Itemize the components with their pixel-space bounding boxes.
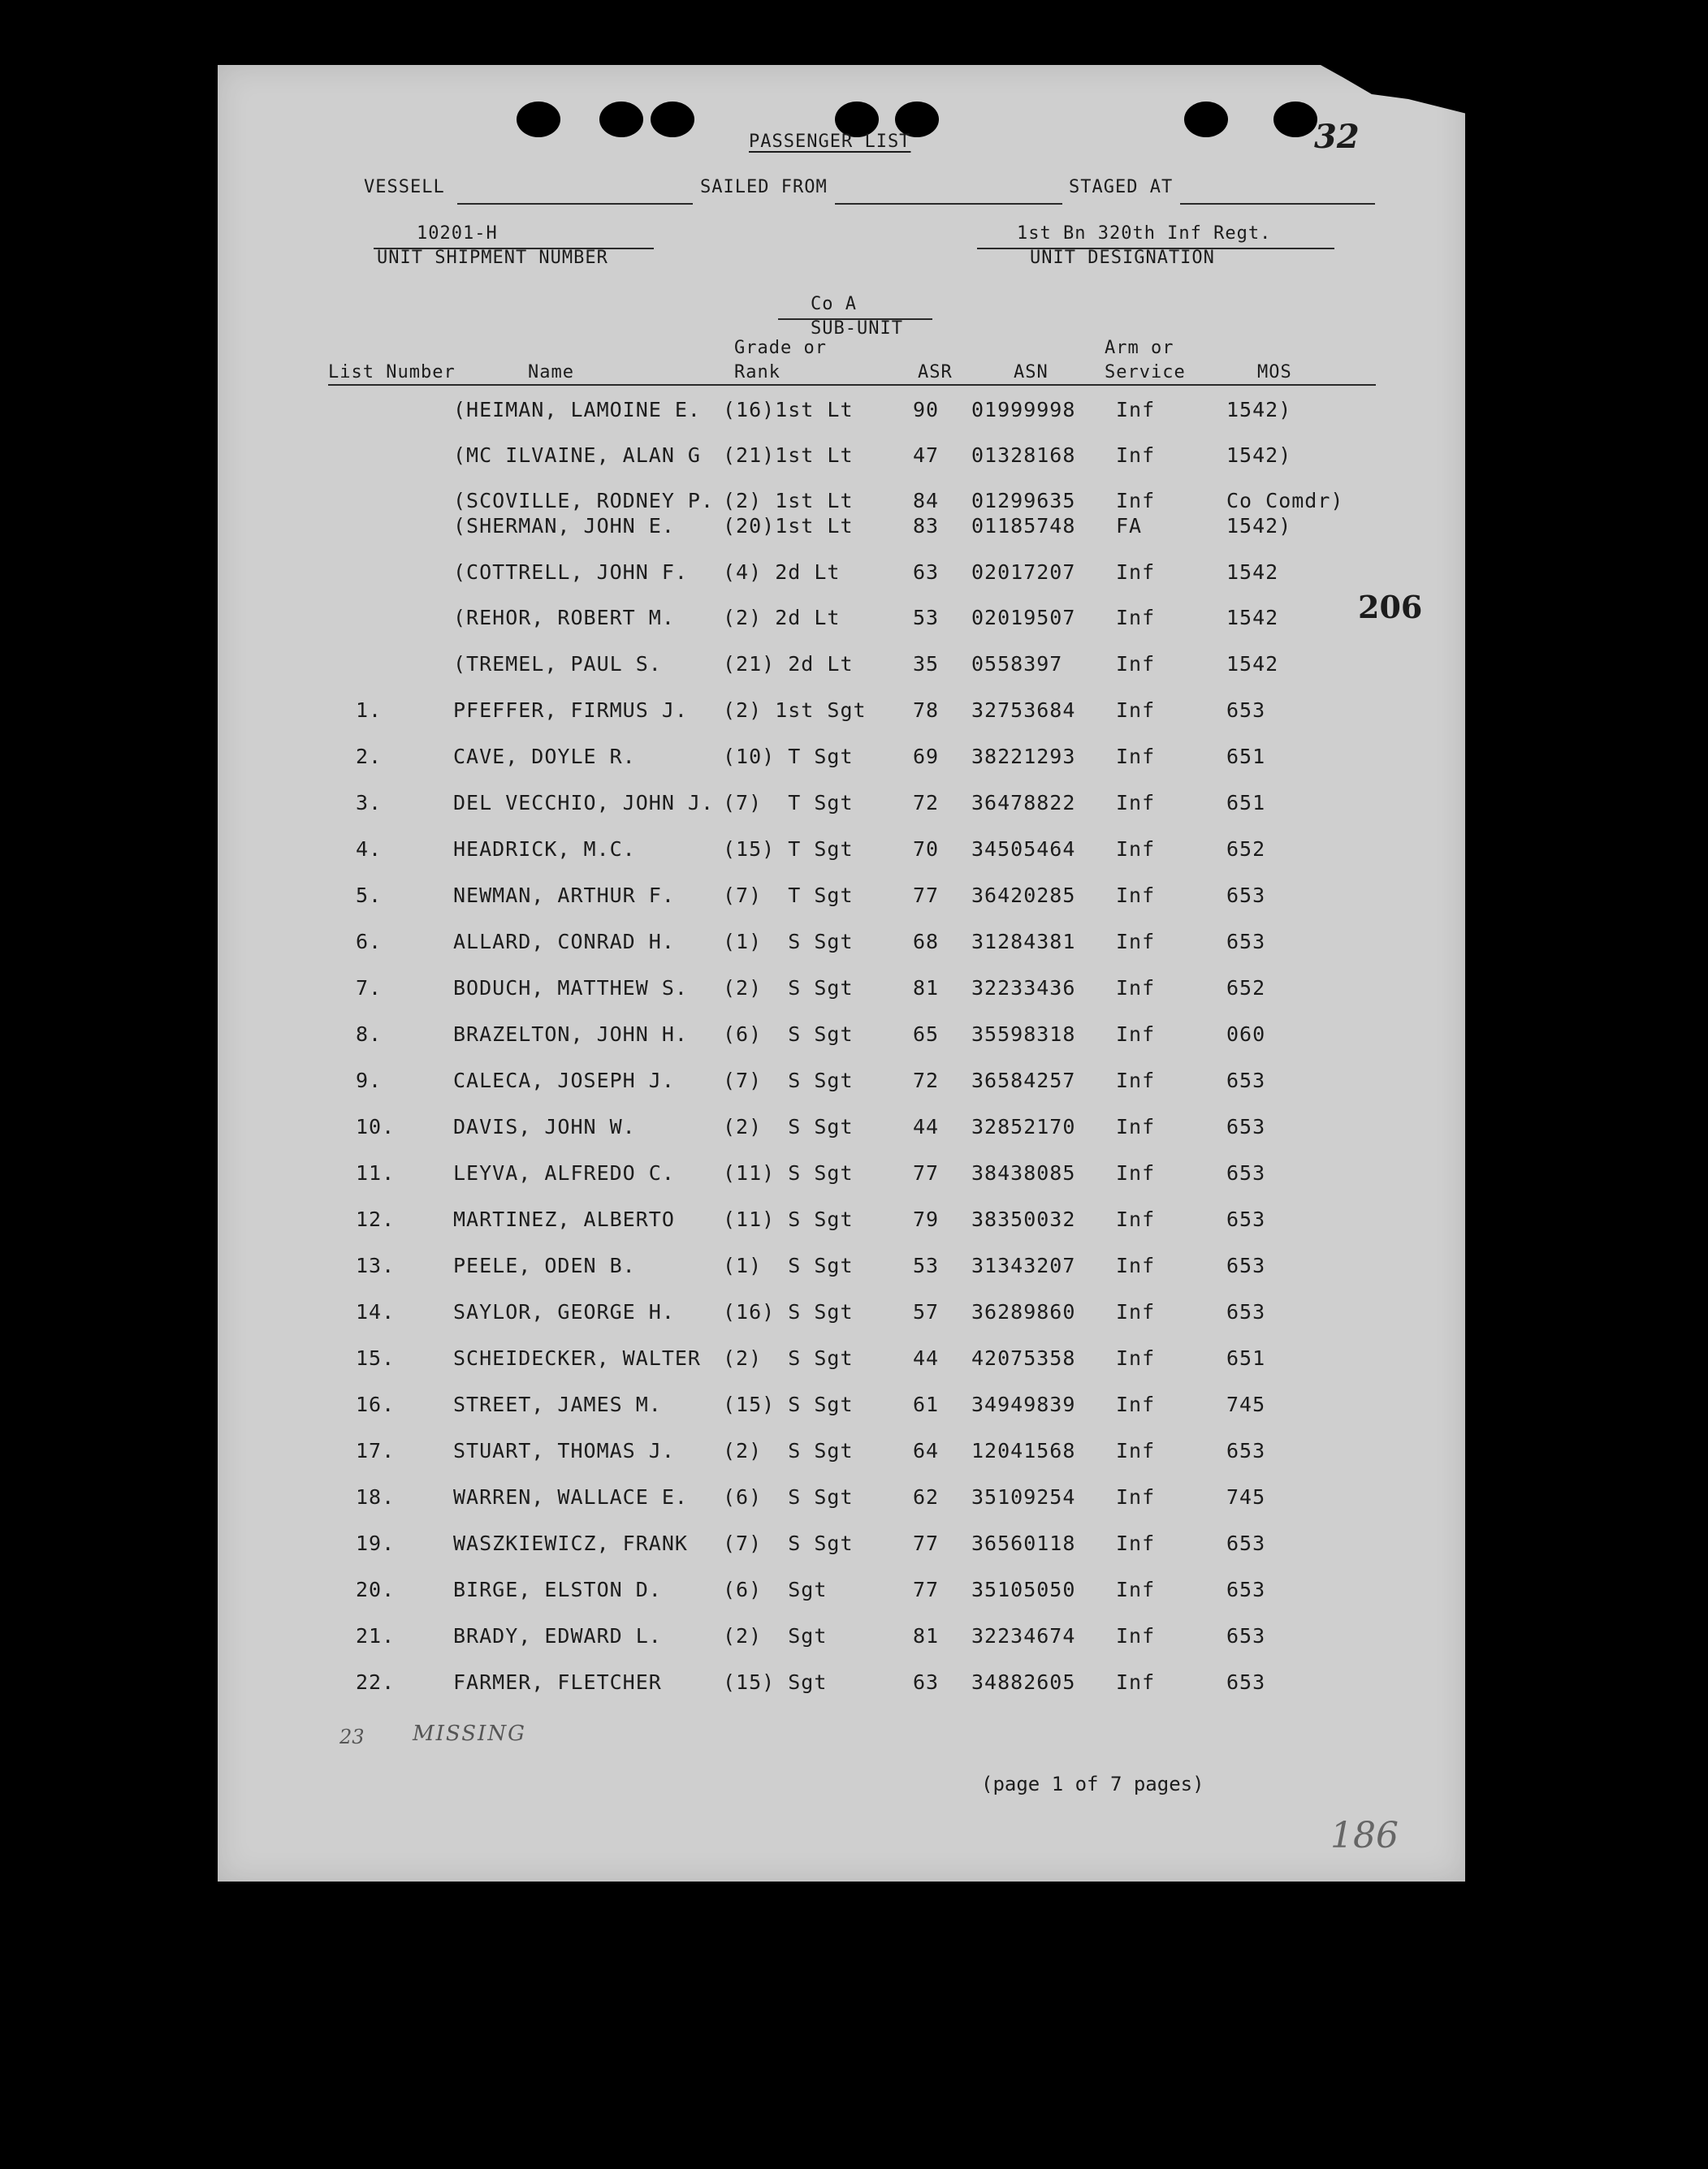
grade-header-line2: Rank <box>734 362 780 382</box>
list-number-cell: 2. <box>356 745 383 768</box>
asr-cell: 77 <box>913 1578 940 1601</box>
asn-header: ASN <box>1014 362 1049 382</box>
table-row <box>218 1254 1465 1286</box>
grade-header-line1: Grade or <box>734 338 827 358</box>
rank-cell: (7) S Sgt <box>723 1069 854 1092</box>
arm-header-line1: Arm or <box>1105 338 1174 358</box>
list-number-cell: 3. <box>356 791 383 814</box>
torn-corner <box>1321 65 1467 114</box>
asr-cell: 65 <box>913 1022 940 1046</box>
asr-cell: 64 <box>913 1439 940 1463</box>
mos-cell: 653 <box>1226 1532 1266 1555</box>
arm-of-service-cell: Inf <box>1116 884 1156 907</box>
name-cell: PFEFFER, FIRMUS J. <box>453 698 688 722</box>
asr-cell: 47 <box>913 443 940 467</box>
asn-cell: 32234674 <box>971 1624 1076 1648</box>
asr-header: ASR <box>918 362 953 382</box>
rank-cell: (16)1st Lt <box>723 398 854 421</box>
mos-cell: 653 <box>1226 1578 1266 1601</box>
list-number-cell: 10. <box>356 1115 396 1139</box>
asr-cell: 70 <box>913 837 940 861</box>
mos-header: MOS <box>1257 362 1292 382</box>
rank-cell: (6) Sgt <box>723 1578 828 1601</box>
list-number-cell: 15. <box>356 1346 396 1370</box>
name-cell: (REHOR, ROBERT M. <box>453 606 675 629</box>
asr-cell: 68 <box>913 930 940 953</box>
rank-cell: (2) S Sgt <box>723 976 854 1000</box>
mos-cell: 1542 <box>1226 606 1279 629</box>
asn-cell: 38438085 <box>971 1161 1076 1185</box>
missing-note: MISSING <box>413 1722 526 1746</box>
mos-cell: 653 <box>1226 1300 1266 1324</box>
arm-of-service-cell: Inf <box>1116 791 1156 814</box>
asn-cell: 38350032 <box>971 1208 1076 1231</box>
asr-cell: 83 <box>913 514 940 538</box>
mos-cell: 1542) <box>1226 398 1292 421</box>
table-row <box>218 1439 1465 1471</box>
asn-cell: 35105050 <box>971 1578 1076 1601</box>
list-number-cell: 8. <box>356 1022 383 1046</box>
asr-cell: 77 <box>913 1532 940 1555</box>
arm-of-service-cell: Inf <box>1116 1022 1156 1046</box>
list-number-header: List Number <box>328 362 456 382</box>
name-cell: WARREN, WALLACE E. <box>453 1485 688 1509</box>
table-row <box>218 1208 1465 1240</box>
list-number-cell: 20. <box>356 1578 396 1601</box>
asr-cell: 61 <box>913 1393 940 1416</box>
sub-unit: Co A <box>811 294 857 314</box>
asn-cell: 01299635 <box>971 489 1076 512</box>
asn-cell: 31343207 <box>971 1254 1076 1277</box>
rank-cell: (2) S Sgt <box>723 1115 854 1139</box>
arm-of-service-cell: Inf <box>1116 1300 1156 1324</box>
arm-of-service-cell: Inf <box>1116 837 1156 861</box>
asr-cell: 44 <box>913 1346 940 1370</box>
rank-cell: (15) Sgt <box>723 1670 828 1694</box>
header-rule <box>328 384 1376 386</box>
rank-cell: (11) S Sgt <box>723 1161 854 1185</box>
name-cell: HEADRICK, M.C. <box>453 837 636 861</box>
mos-cell: 651 <box>1226 1346 1266 1370</box>
mos-cell: 653 <box>1226 1069 1266 1092</box>
name-cell: BIRGE, ELSTON D. <box>453 1578 662 1601</box>
rank-cell: (6) S Sgt <box>723 1022 854 1046</box>
mos-cell: 1542 <box>1226 560 1279 584</box>
table-row <box>218 514 1465 547</box>
arm-header-line2: Service <box>1105 362 1186 382</box>
table-row <box>218 791 1465 823</box>
rank-cell: (7) S Sgt <box>723 1532 854 1555</box>
arm-of-service-cell: Inf <box>1116 1532 1156 1555</box>
staged-at-label: STAGED AT <box>1069 177 1174 197</box>
table-row <box>218 976 1465 1009</box>
rank-cell: (4) 2d Lt <box>723 560 841 584</box>
asn-cell: 02017207 <box>971 560 1076 584</box>
asr-cell: 57 <box>913 1300 940 1324</box>
mos-cell: 745 <box>1226 1485 1266 1509</box>
asn-cell: 34882605 <box>971 1670 1076 1694</box>
asr-cell: 81 <box>913 976 940 1000</box>
arm-of-service-cell: Inf <box>1116 1578 1156 1601</box>
table-row <box>218 1115 1465 1147</box>
table-row <box>218 606 1465 638</box>
name-cell: STUART, THOMAS J. <box>453 1439 675 1463</box>
table-row <box>218 1670 1465 1703</box>
table-row <box>218 837 1465 870</box>
name-cell: SCHEIDECKER, WALTER <box>453 1346 701 1370</box>
punch-hole <box>1273 102 1317 137</box>
list-number-cell: 22. <box>356 1670 396 1694</box>
name-cell: SAYLOR, GEORGE H. <box>453 1300 675 1324</box>
mos-cell: 653 <box>1226 1439 1266 1463</box>
name-cell: NEWMAN, ARTHUR F. <box>453 884 675 907</box>
rank-cell: (7) T Sgt <box>723 884 854 907</box>
asr-cell: 78 <box>913 698 940 722</box>
name-cell: MARTINEZ, ALBERTO <box>453 1208 675 1231</box>
mos-cell: 060 <box>1226 1022 1266 1046</box>
asn-cell: 01328168 <box>971 443 1076 467</box>
mos-cell: 653 <box>1226 884 1266 907</box>
staged-at-field <box>1180 203 1375 205</box>
rank-cell: (2) Sgt <box>723 1624 828 1648</box>
footer-page-count: (page 1 of 7 pages) <box>981 1773 1204 1795</box>
asr-cell: 63 <box>913 560 940 584</box>
arm-of-service-cell: Inf <box>1116 1346 1156 1370</box>
name-cell: PEELE, ODEN B. <box>453 1254 636 1277</box>
list-number-cell: 16. <box>356 1393 396 1416</box>
mos-cell: 745 <box>1226 1393 1266 1416</box>
mos-cell: 653 <box>1226 1624 1266 1648</box>
vessel-label: VESSELL <box>364 177 445 197</box>
asn-cell: 31284381 <box>971 930 1076 953</box>
table-row <box>218 1393 1465 1425</box>
rank-cell: (2) 1st Lt <box>723 489 854 512</box>
punch-hole <box>651 102 694 137</box>
mos-cell: 1542) <box>1226 443 1292 467</box>
mos-cell: 653 <box>1226 930 1266 953</box>
table-row <box>218 1346 1465 1379</box>
sailed-from-label: SAILED FROM <box>700 177 828 197</box>
mos-cell: 653 <box>1226 1254 1266 1277</box>
asr-cell: 84 <box>913 489 940 512</box>
table-row <box>218 652 1465 685</box>
arm-of-service-cell: Inf <box>1116 1485 1156 1509</box>
name-cell: FARMER, FLETCHER <box>453 1670 662 1694</box>
table-row <box>218 745 1465 777</box>
missing-number: 23 <box>339 1726 365 1748</box>
table-row <box>218 398 1465 430</box>
asn-cell: 32852170 <box>971 1115 1076 1139</box>
mos-cell: 1542) <box>1226 514 1292 538</box>
rank-cell: (10) T Sgt <box>723 745 854 768</box>
asn-cell: 32753684 <box>971 698 1076 722</box>
rank-cell: (1) S Sgt <box>723 1254 854 1277</box>
name-cell: BRAZELTON, JOHN H. <box>453 1022 688 1046</box>
asr-cell: 44 <box>913 1115 940 1139</box>
arm-of-service-cell: Inf <box>1116 1393 1156 1416</box>
asn-cell: 0558397 <box>971 652 1063 676</box>
arm-of-service-cell: Inf <box>1116 652 1156 676</box>
list-number-cell: 12. <box>356 1208 396 1231</box>
asr-cell: 53 <box>913 1254 940 1277</box>
mos-cell: 653 <box>1226 1115 1266 1139</box>
asn-cell: 36478822 <box>971 791 1076 814</box>
table-row <box>218 698 1465 731</box>
arm-of-service-cell: Inf <box>1116 398 1156 421</box>
mos-cell: 651 <box>1226 791 1266 814</box>
name-cell: (SCOVILLE, RODNEY P. <box>453 489 715 512</box>
rank-cell: (6) S Sgt <box>723 1485 854 1509</box>
list-number-cell: 17. <box>356 1439 396 1463</box>
asr-cell: 77 <box>913 1161 940 1185</box>
asr-cell: 35 <box>913 652 940 676</box>
arm-of-service-cell: Inf <box>1116 560 1156 584</box>
rank-cell: (2) 2d Lt <box>723 606 841 629</box>
asn-cell: 12041568 <box>971 1439 1076 1463</box>
unit-shipment-number: 10201-H <box>417 223 498 244</box>
asr-cell: 72 <box>913 791 940 814</box>
arm-of-service-cell: Inf <box>1116 745 1156 768</box>
list-number-cell: 11. <box>356 1161 396 1185</box>
page-number: 32 <box>1314 118 1360 156</box>
unit-designation-label: UNIT DESIGNATION <box>1030 248 1215 268</box>
table-row <box>218 1022 1465 1055</box>
asn-cell: 35598318 <box>971 1022 1076 1046</box>
rank-cell: (20)1st Lt <box>723 514 854 538</box>
arm-of-service-cell: Inf <box>1116 698 1156 722</box>
list-number-cell: 4. <box>356 837 383 861</box>
table-row <box>218 930 1465 962</box>
table-row <box>218 1300 1465 1333</box>
asn-cell: 01999998 <box>971 398 1076 421</box>
asn-cell: 36289860 <box>971 1300 1076 1324</box>
name-cell: (HEIMAN, LAMOINE E. <box>453 398 701 421</box>
punch-hole <box>599 102 643 137</box>
name-cell: LEYVA, ALFREDO C. <box>453 1161 675 1185</box>
arm-of-service-cell: FA <box>1116 514 1143 538</box>
list-number-cell: 1. <box>356 698 383 722</box>
vessel-field <box>457 203 693 205</box>
asn-cell: 36420285 <box>971 884 1076 907</box>
name-cell: DAVIS, JOHN W. <box>453 1115 636 1139</box>
table-row <box>218 560 1465 593</box>
table-row <box>218 1624 1465 1657</box>
unit-shipment-label: UNIT SHIPMENT NUMBER <box>377 248 608 268</box>
asr-cell: 90 <box>913 398 940 421</box>
table-row <box>218 443 1465 476</box>
list-number-cell: 6. <box>356 930 383 953</box>
asr-cell: 53 <box>913 606 940 629</box>
punch-hole <box>517 102 560 137</box>
name-cell: DEL VECCHIO, JOHN J. <box>453 791 715 814</box>
arm-of-service-cell: Inf <box>1116 976 1156 1000</box>
table-row <box>218 1485 1465 1518</box>
sub-unit-label: SUB-UNIT <box>811 318 903 339</box>
arm-of-service-cell: Inf <box>1116 1161 1156 1185</box>
name-cell: ALLARD, CONRAD H. <box>453 930 675 953</box>
list-number-cell: 14. <box>356 1300 396 1324</box>
side-stamp: 206 <box>1358 589 1423 625</box>
rank-cell: (7) T Sgt <box>723 791 854 814</box>
name-cell: CAVE, DOYLE R. <box>453 745 636 768</box>
mos-cell: 651 <box>1226 745 1266 768</box>
name-cell: (TREMEL, PAUL S. <box>453 652 662 676</box>
mos-cell: 1542 <box>1226 652 1279 676</box>
name-cell: (COTTRELL, JOHN F. <box>453 560 688 584</box>
asr-cell: 69 <box>913 745 940 768</box>
arm-of-service-cell: Inf <box>1116 1069 1156 1092</box>
name-cell: CALECA, JOSEPH J. <box>453 1069 675 1092</box>
asr-cell: 63 <box>913 1670 940 1694</box>
asn-cell: 36560118 <box>971 1532 1076 1555</box>
rank-cell: (15) S Sgt <box>723 1393 854 1416</box>
arm-of-service-cell: Inf <box>1116 1208 1156 1231</box>
table-row <box>218 1578 1465 1610</box>
arm-of-service-cell: Inf <box>1116 1624 1156 1648</box>
asn-cell: 02019507 <box>971 606 1076 629</box>
asn-cell: 42075358 <box>971 1346 1076 1370</box>
sailed-from-field <box>835 203 1062 205</box>
rank-cell: (21)1st Lt <box>723 443 854 467</box>
asn-cell: 34949839 <box>971 1393 1076 1416</box>
table-row <box>218 1532 1465 1564</box>
rank-cell: (15) T Sgt <box>723 837 854 861</box>
rank-cell: (2) S Sgt <box>723 1346 854 1370</box>
list-number-cell: 19. <box>356 1532 396 1555</box>
document-title: PASSENGER LIST <box>749 132 911 152</box>
punch-hole <box>1184 102 1228 137</box>
handwritten-number: 186 <box>1330 1815 1399 1856</box>
list-number-cell: 9. <box>356 1069 383 1092</box>
asn-cell: 36584257 <box>971 1069 1076 1092</box>
asn-cell: 32233436 <box>971 976 1076 1000</box>
rank-cell: (21) 2d Lt <box>723 652 854 676</box>
list-number-cell: 13. <box>356 1254 396 1277</box>
table-row <box>218 1161 1465 1194</box>
name-cell: (MC ILVAINE, ALAN G <box>453 443 701 467</box>
rank-cell: (2) S Sgt <box>723 1439 854 1463</box>
mos-cell: 652 <box>1226 976 1266 1000</box>
mos-cell: 653 <box>1226 698 1266 722</box>
rank-cell: (2) 1st Sgt <box>723 698 867 722</box>
asr-cell: 62 <box>913 1485 940 1509</box>
mos-cell: 652 <box>1226 837 1266 861</box>
list-number-cell: 7. <box>356 976 383 1000</box>
mos-cell: 653 <box>1226 1670 1266 1694</box>
table-row <box>218 884 1465 916</box>
name-cell: WASZKIEWICZ, FRANK <box>453 1532 688 1555</box>
arm-of-service-cell: Inf <box>1116 489 1156 512</box>
arm-of-service-cell: Inf <box>1116 1670 1156 1694</box>
arm-of-service-cell: Inf <box>1116 443 1156 467</box>
asr-cell: 79 <box>913 1208 940 1231</box>
mos-cell: 653 <box>1226 1161 1266 1185</box>
name-header: Name <box>528 362 574 382</box>
name-cell: (SHERMAN, JOHN E. <box>453 514 675 538</box>
arm-of-service-cell: Inf <box>1116 606 1156 629</box>
rank-cell: (1) S Sgt <box>723 930 854 953</box>
asr-cell: 77 <box>913 884 940 907</box>
asr-cell: 72 <box>913 1069 940 1092</box>
mos-cell: Co Comdr) <box>1226 489 1344 512</box>
asn-cell: 34505464 <box>971 837 1076 861</box>
document-page <box>218 65 1465 1882</box>
asn-cell: 35109254 <box>971 1485 1076 1509</box>
name-cell: BRADY, EDWARD L. <box>453 1624 662 1648</box>
rank-cell: (16) S Sgt <box>723 1300 854 1324</box>
arm-of-service-cell: Inf <box>1116 1439 1156 1463</box>
mos-cell: 653 <box>1226 1208 1266 1231</box>
asn-cell: 01185748 <box>971 514 1076 538</box>
rank-cell: (11) S Sgt <box>723 1208 854 1231</box>
arm-of-service-cell: Inf <box>1116 930 1156 953</box>
list-number-cell: 21. <box>356 1624 396 1648</box>
list-number-cell: 18. <box>356 1485 396 1509</box>
arm-of-service-cell: Inf <box>1116 1115 1156 1139</box>
name-cell: BODUCH, MATTHEW S. <box>453 976 688 1000</box>
list-number-cell: 5. <box>356 884 383 907</box>
unit-designation: 1st Bn 320th Inf Regt. <box>1017 223 1272 244</box>
arm-of-service-cell: Inf <box>1116 1254 1156 1277</box>
name-cell: STREET, JAMES M. <box>453 1393 662 1416</box>
asn-cell: 38221293 <box>971 745 1076 768</box>
table-row <box>218 1069 1465 1101</box>
asr-cell: 81 <box>913 1624 940 1648</box>
